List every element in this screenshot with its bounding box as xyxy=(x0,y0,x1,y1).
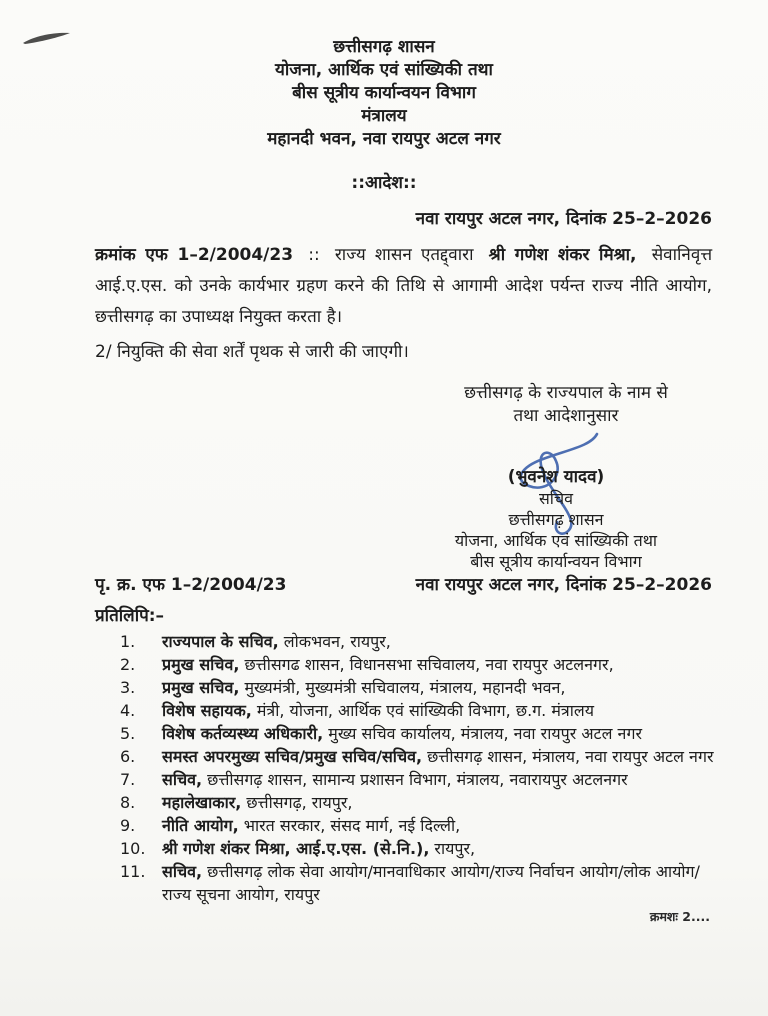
item-addressee: समस्त अपरमुख्य सचिव/प्रमुख सचिव/सचिव, xyxy=(162,747,423,766)
item-addressee: सचिव, xyxy=(162,770,203,789)
item-number: 4. xyxy=(120,701,136,720)
item-addressee: सचिव, xyxy=(162,862,203,881)
endorsement-ref-row xyxy=(95,574,712,596)
list-item xyxy=(120,837,720,860)
item-detail: छत्तीसगढ शासन, विधानसभा सचिवालय, नवा रायपुर अटलनगर, xyxy=(244,655,614,674)
order-number: क्रमांक एफ 1–2/2004/23 xyxy=(95,245,294,265)
list-item xyxy=(120,653,720,676)
item-number: 10. xyxy=(120,839,146,858)
place-date-top: नवा रायपुर अटल नगर, दिनांक 25–2–2026 xyxy=(415,209,712,229)
paragraph-lead: राज्य शासन एतद्द्वारा xyxy=(334,245,474,265)
item-detail: छत्तीसगढ़ लोक सेवा आयोग/मानवाधिकार आयोग/राज्य निर्वाचन आयोग/लोक आयोग/राज्य सूचना आयोग, रायपुर xyxy=(162,862,700,904)
item-addressee: प्रमुख सचिव, xyxy=(162,678,240,697)
order-paragraph xyxy=(95,240,712,333)
item-addressee: विशेष सहायक, xyxy=(162,701,252,720)
list-item xyxy=(120,722,720,745)
closing-line: तथा आदेशानुसार xyxy=(513,406,619,426)
list-item xyxy=(120,768,720,791)
signatory-designation: सचिव xyxy=(538,489,574,508)
item-number: 6. xyxy=(120,747,136,766)
item-addressee: राज्यपाल के सचिव, xyxy=(162,632,279,651)
letterhead xyxy=(0,36,768,151)
endorsement-number: पृ. क्र. एफ 1–2/2004/23 xyxy=(95,575,287,595)
list-item xyxy=(120,676,720,699)
item-addressee: महालेखाकार, xyxy=(162,793,242,812)
item-number: 1. xyxy=(120,632,136,651)
signatory-name: (भुवनेश यादव) xyxy=(507,467,605,487)
list-item xyxy=(120,745,720,768)
item-addressee: विशेष कर्तव्यस्थ्य अधिकारी, xyxy=(162,724,324,743)
item-number: 3. xyxy=(120,678,136,697)
paragraph-rest: सेवानिवृत्त आई.ए.एस. को उनके कार्यभार ग्रहण करने की तिथि से आगामी आदेश पर्यन्त राज्य नीति आयोग, छत्तीसगढ़ का उपाध्यक्ष नियुक्त करता है। xyxy=(95,245,713,327)
item-detail: रायपुर, xyxy=(434,839,476,858)
place-date-bottom: नवा रायपुर अटल नगर, दिनांक 25–2–2026 xyxy=(415,575,712,595)
item-detail: छत्तीसगढ़ शासन, मंत्रालय, नवा रायपुर अटल नगर xyxy=(427,747,714,766)
list-item xyxy=(120,814,720,837)
clause-2: 2/ नियुक्ति की सेवा शर्तें पृथक से जारी की जाएगी। xyxy=(95,342,409,362)
list-item xyxy=(120,699,720,722)
letterhead-line: बीस सूत्रीय कार्यान्वयन विभाग xyxy=(292,83,476,103)
signatory-dept-line: बीस सूत्रीय कार्यान्वयन विभाग xyxy=(470,552,642,571)
letterhead-line: महानदी भवन, नवा रायपुर अटल नगर xyxy=(267,129,501,149)
item-number: 8. xyxy=(120,793,136,812)
item-addressee: नीति आयोग, xyxy=(162,816,239,835)
letterhead-line: मंत्रालय xyxy=(361,106,407,126)
list-item xyxy=(120,791,720,814)
item-addressee: प्रमुख सचिव, xyxy=(162,655,240,674)
letterhead-line: योजना, आर्थिक एवं सांख्यिकी तथा xyxy=(275,60,493,80)
list-item xyxy=(120,630,720,653)
item-detail: छत्तीसगढ़ शासन, सामान्य प्रशासन विभाग, मंत्रालय, नवारायपुर अटलनगर xyxy=(207,770,628,789)
item-detail: लोकभवन, रायपुर, xyxy=(283,632,391,651)
item-number: 7. xyxy=(120,770,136,789)
item-number: 2. xyxy=(120,655,136,674)
continued-marker: क्रमशः 2.... xyxy=(649,909,710,924)
item-detail: मंत्री, योजना, आर्थिक एवं सांख्यिकी विभाग, छ.ग. मंत्रालय xyxy=(256,701,595,720)
copies-heading: प्रतिलिपि:– xyxy=(95,606,165,626)
letterhead-line: छत्तीसगढ़ शासन xyxy=(333,37,435,57)
item-addressee: श्री गणेश शंकर मिश्रा, आई.ए.एस. (से.नि.), xyxy=(162,839,430,858)
item-number: 9. xyxy=(120,816,136,835)
list-item xyxy=(120,860,720,906)
signatory-dept-line: योजना, आर्थिक एवं सांख्यिकी तथा xyxy=(454,531,658,550)
signatory-block xyxy=(400,466,712,572)
item-detail: छत्तीसगढ़, रायपुर, xyxy=(246,793,353,812)
item-detail: मुख्य सचिव कार्यालय, मंत्रालय, नवा रायपुर अटल नगर xyxy=(328,724,642,743)
separator: :: xyxy=(308,245,320,265)
closing-line: छत्तीसगढ़ के राज्यपाल के नाम से xyxy=(464,383,668,403)
copy-list xyxy=(120,630,720,906)
item-detail: भारत सरकार, संसद मार्ग, नई दिल्ली, xyxy=(243,816,461,835)
item-number: 5. xyxy=(120,724,136,743)
closing-formula xyxy=(410,382,722,428)
appointee-name: श्री गणेश शंकर मिश्रा, xyxy=(488,245,637,265)
item-number: 11. xyxy=(120,862,146,881)
signatory-dept-line: छत्तीसगढ़ शासन xyxy=(508,510,604,529)
item-detail: मुख्यमंत्री, मुख्यमंत्री सचिवालय, मंत्रालय, महानदी भवन, xyxy=(244,678,566,697)
order-title: ::आदेश:: xyxy=(351,173,417,193)
